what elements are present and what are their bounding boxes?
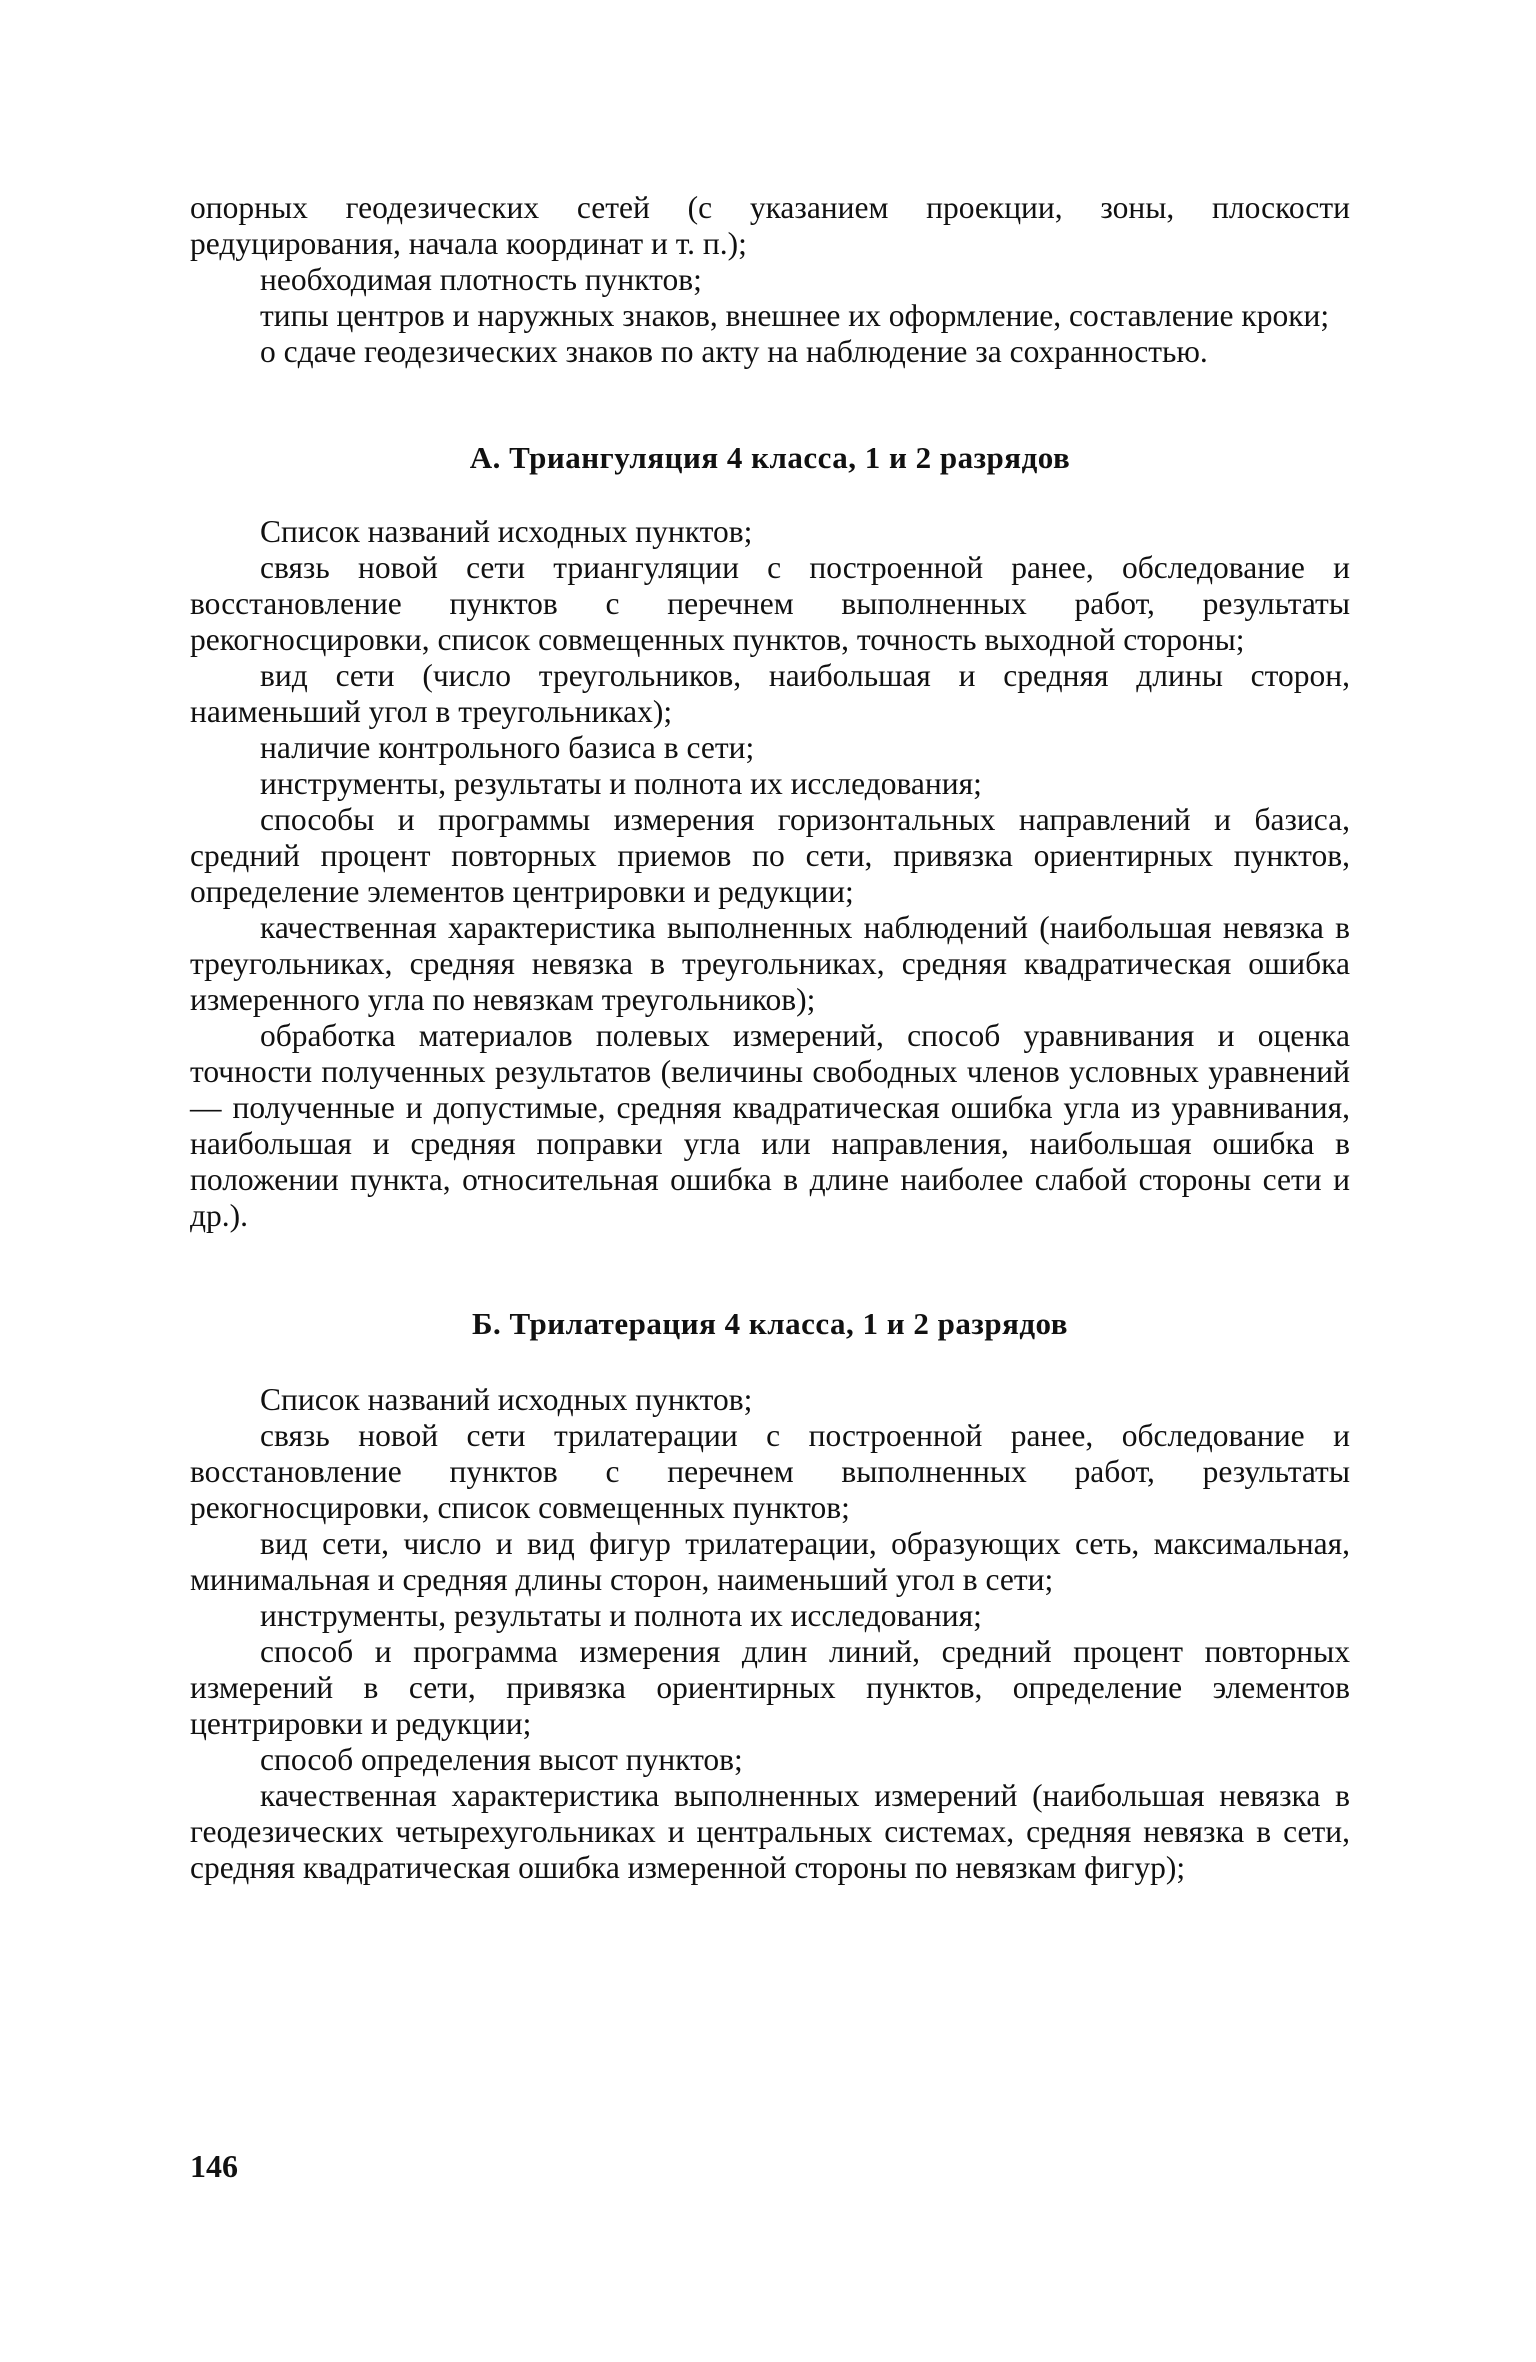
page-body: [190, 190, 1350, 1886]
page-number: 146: [190, 2148, 238, 2184]
section-b-title: Б. Трилатерация 4 класса, 1 и 2 разрядов: [471, 1306, 1069, 1341]
section-b-paragraph: связь новой сети трилатерации с построенной ранее, обследование и восстановление пунктов с перечнем выполненных работ, результаты рекогносцировки, список совмещенных пунктов;: [190, 1418, 1350, 1525]
section-b-paragraph: Список названий исходных пунктов;: [260, 1382, 753, 1417]
intro-paragraph: о сдаче геодезических знаков по акту на наблюдение за сохранностью.: [260, 334, 1208, 369]
section-a-paragraph: вид сети (число треугольников, наибольшая и средняя длины сторон, наименьший угол в треугольниках);: [190, 658, 1350, 729]
section-a-paragraph: наличие контрольного базиса в сети;: [260, 730, 755, 765]
section-a-paragraph: связь новой сети триангуляции с построенной ранее, обследование и восстановление пунктов с перечнем выполненных работ, результаты рекогносцировки, список совмещенных пунктов, точность выходной стороны;: [190, 550, 1350, 657]
section-a-paragraph: инструменты, результаты и полнота их исследования;: [260, 766, 982, 801]
intro-paragraph: типы центров и наружных знаков, внешнее их оформление, составление кроки;: [260, 298, 1330, 333]
section-b-paragraph: способ и программа измерения длин линий, средний процент повторных измерений в сети, привязка ориентирных пунктов, определение элементов центрировки и редукции;: [190, 1634, 1350, 1741]
section-a-title: А. Триангуляция 4 класса, 1 и 2 разрядов: [469, 440, 1071, 475]
section-a-paragraph: способы и программы измерения горизонтальных направлений и базиса, средний процент повторных приемов по сети, привязка ориентирных пунктов, определение элементов центрировки и редукции;: [190, 802, 1350, 909]
section-b-body: [190, 1382, 1350, 1886]
section-b-paragraph: способ определения высот пунктов;: [260, 1742, 743, 1777]
section-b-paragraph: инструменты, результаты и полнота их исследования;: [260, 1598, 982, 1633]
section-a-paragraph: Список названий исходных пунктов;: [260, 514, 753, 549]
section-a-body: [190, 514, 1350, 1234]
section-a-paragraph: обработка материалов полевых измерений, способ уравнивания и оценка точности полученных результатов (величины свободных членов условных уравнений — полученные и допустимые, средняя квадратическая ошибка угла из уравнивания, наибольшая и средняя поправки угла или направления, наибольшая ошибка в положении пункта, относительная ошибка в длине наиболее слабой стороны сети и др.).: [190, 1018, 1350, 1233]
intro-paragraph: необходимая плотность пунктов;: [260, 262, 702, 297]
intro-block: [190, 190, 1350, 370]
section-a-paragraph: качественная характеристика выполненных наблюдений (наибольшая невязка в треугольниках, средняя невязка в треугольниках, средняя квадратическая ошибка измеренного угла по невязкам треугольников);: [190, 910, 1350, 1017]
section-b-paragraph: качественная характеристика выполненных измерений (наибольшая невязка в геодезических четырехугольниках и центральных системах, средняя невязка в сети, средняя квадратическая ошибка измеренной стороны по невязкам фигур);: [190, 1778, 1350, 1885]
section-b-paragraph: вид сети, число и вид фигур трилатерации, образующих сеть, максимальная, минимальная и средняя длины сторон, наименьший угол в сети;: [190, 1526, 1350, 1597]
intro-paragraph: опорных геодезических сетей (с указанием проекции, зоны, плоскости редуцирования, начала координат и т. п.);: [190, 190, 1350, 261]
